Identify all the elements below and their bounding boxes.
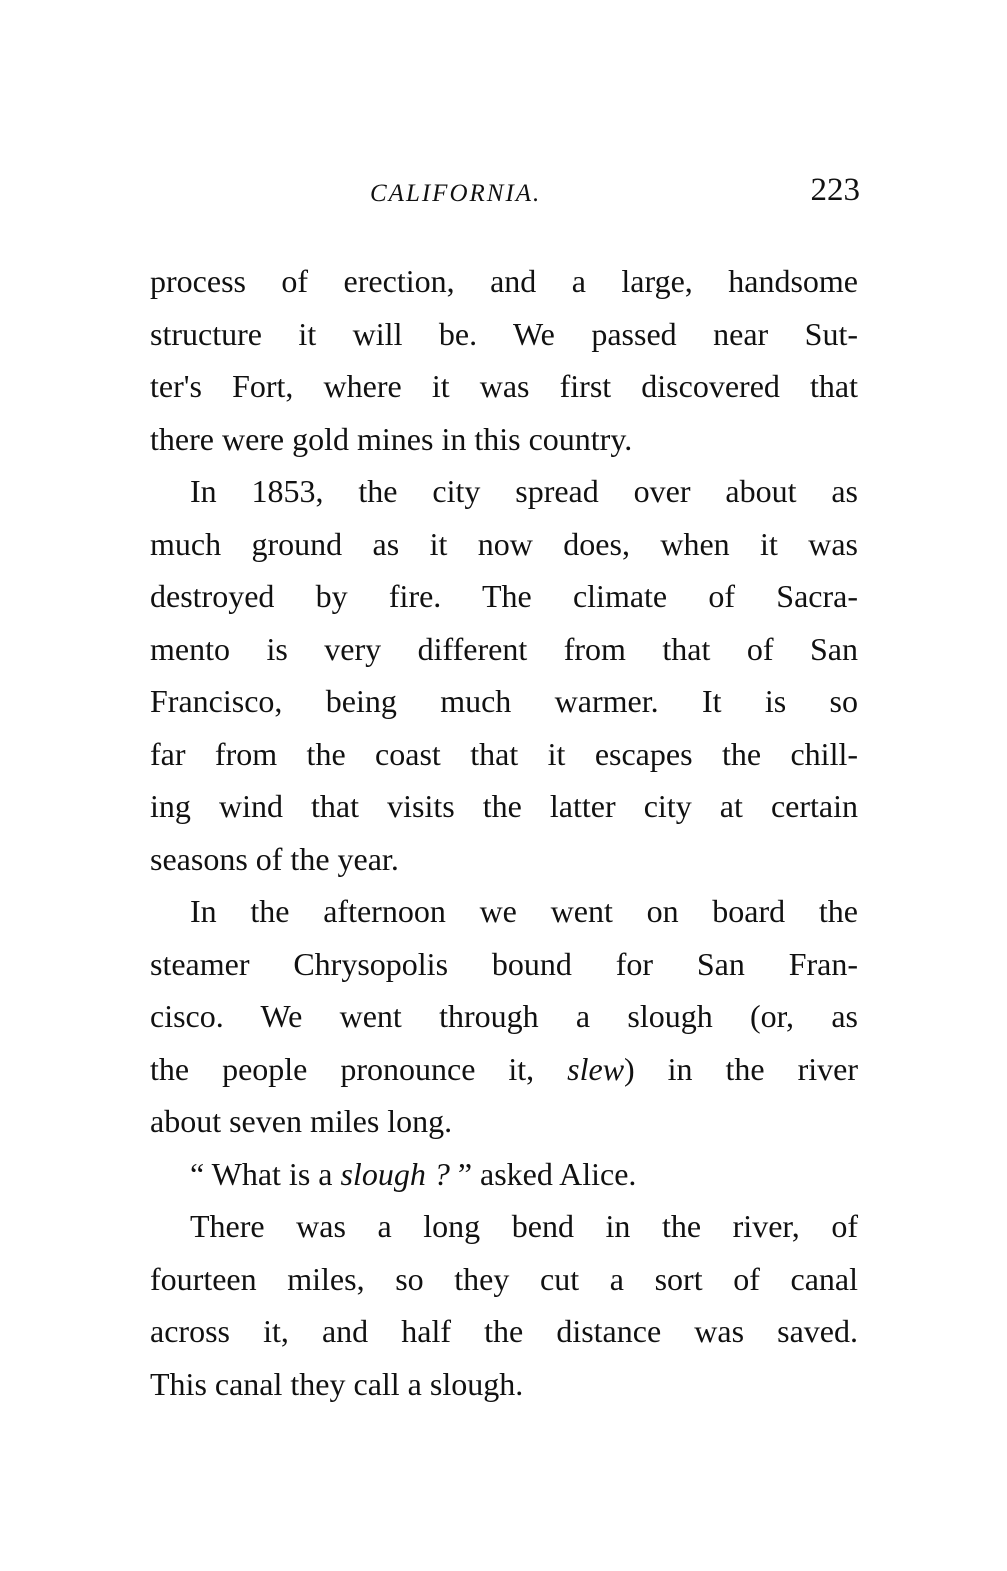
text-line: In the afternoon we went on board the [190, 893, 858, 929]
text-line: structure it will be. We passed near Sut- [150, 315, 858, 352]
text-line: there were gold mines in this country. [150, 420, 633, 457]
text-line: steamer Chrysopolis bound for San Fran- [150, 945, 858, 982]
text-line: mento is very different from that of San [150, 630, 858, 667]
text-line: across it, and half the distance was saved. [150, 1313, 858, 1349]
text-line: In 1853, the city spread over about as [190, 473, 858, 509]
text-line: ing wind that visits the latter city at certain [150, 788, 858, 824]
running-title: CALIFORNIA. [370, 180, 542, 207]
text-line: Francisco, being much warmer. It is so [150, 683, 858, 719]
text-line: much ground as it now does, when it was [150, 525, 858, 562]
text-line: This canal they call a slough. [150, 1365, 524, 1402]
text-line: There was a long bend in the river, of [190, 1208, 858, 1244]
text-line: process of erection, and a large, handsome [150, 263, 858, 299]
text-line: “ What is a slough ? ” asked Alice. [190, 1155, 637, 1192]
body-text [150, 255, 858, 1410]
text-line: seasons of the year. [150, 840, 399, 877]
running-head [150, 172, 860, 216]
text-line: ter's Fort, where it was first discovered that [150, 368, 858, 404]
text-line: about seven miles long. [150, 1103, 453, 1139]
text-line: destroyed by fire. The climate of Sacra- [150, 578, 858, 614]
text-line: cisco. We went through a slough (or, as [150, 998, 858, 1034]
page-number: 223 [810, 172, 860, 208]
italic-word: slough ? [340, 1155, 450, 1192]
text-line: far from the coast that it escapes the chill- [150, 735, 858, 772]
italic-word: slew [567, 1050, 625, 1087]
text-line: fourteen miles, so they cut a sort of canal [150, 1260, 858, 1297]
text-line: the people pronounce it, slew) in the river [150, 1050, 859, 1087]
